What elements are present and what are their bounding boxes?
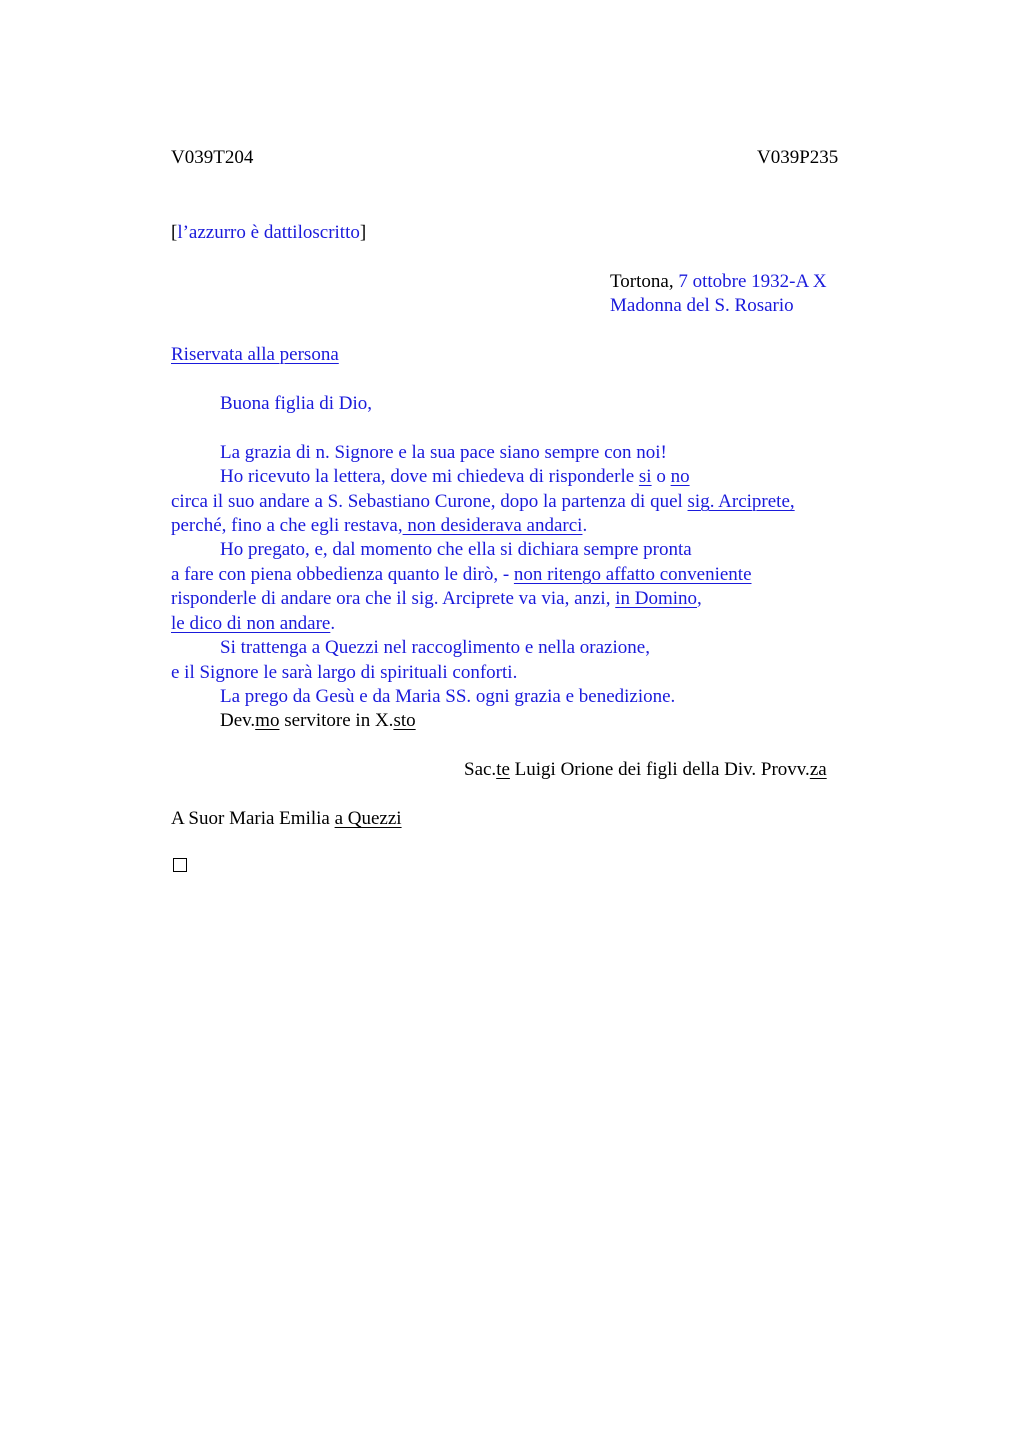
closing	[220, 709, 416, 733]
recipient-underlined: a Quezzi	[334, 808, 402, 829]
document-code-left: V039T204	[171, 147, 254, 168]
dateline-feast: Madonna del S. Rosario	[610, 295, 794, 316]
body-text: .	[582, 515, 588, 536]
body-line-4	[171, 514, 587, 538]
body-text: circa il suo andare a S. Sebastiano Curone, dopo la partenza di quel	[171, 491, 688, 512]
body-line-7	[171, 587, 702, 611]
signature	[464, 758, 827, 782]
closing-underlined: mo	[255, 710, 280, 731]
reserved-notice: Riservata alla persona	[171, 344, 339, 365]
document-code-right: V039P235	[757, 147, 839, 168]
signature-text: Sac.	[464, 759, 497, 780]
body-text: risponderle di andare ora che il sig. Arciprete va via, anzi,	[171, 588, 616, 609]
recipient-text: A Suor Maria Emilia	[171, 808, 335, 829]
body-underlined: in Domino	[615, 588, 698, 609]
closing-underlined: sto	[393, 710, 416, 731]
body-line-5: Ho pregato, e, dal momento che ella si dichiara sempre pronta	[220, 539, 692, 560]
body-underlined: no	[670, 466, 690, 487]
body-text: perché, fino a che egli restava,	[171, 515, 403, 536]
body-line-9: Si trattenga a Quezzi nel raccoglimento e nella orazione,	[220, 637, 650, 658]
body-underlined: non desiderava andarci	[402, 515, 583, 536]
note-text: l’azzurro è dattiloscritto	[177, 222, 360, 243]
body-underlined: non ritengo affatto conveniente	[513, 564, 752, 585]
body-text: ,	[697, 588, 702, 609]
body-line-6	[171, 563, 752, 587]
body-text: .	[330, 613, 336, 634]
body-line-3	[171, 490, 795, 514]
closing-text: Dev.	[220, 710, 256, 731]
dateline	[610, 270, 827, 294]
note-bracket-close: ]	[359, 222, 367, 243]
signature-underlined: za	[809, 759, 827, 780]
body-text: o	[651, 466, 671, 487]
body-underlined: le dico di non andare	[171, 613, 331, 634]
dateline-date: 7 ottobre 1932-A X	[673, 271, 827, 292]
body-text: Ho ricevuto la lettera, dove mi chiedeva di risponderle	[220, 466, 639, 487]
salutation: Buona figlia di Dio,	[220, 393, 372, 414]
body-line-1: La grazia di n. Signore e la sua pace siano sempre con noi!	[220, 442, 667, 463]
editorial-note	[171, 221, 366, 245]
signature-underlined: te	[496, 759, 510, 780]
body-line-11: La prego da Gesù e da Maria SS. ogni grazia e benedizione.	[220, 686, 676, 707]
body-line-10: e il Signore le sarà largo di spirituali conforti.	[171, 662, 518, 683]
end-box-icon	[173, 858, 187, 872]
body-text: a fare con piena obbedienza quanto le dirò, -	[171, 564, 514, 585]
body-underlined: sig. Arciprete,	[687, 491, 795, 512]
dateline-place: Tortona,	[610, 271, 674, 292]
body-underlined: si	[638, 466, 652, 487]
body-line-2	[220, 465, 690, 489]
closing-text: servitore in X.	[279, 710, 394, 731]
recipient	[171, 807, 402, 831]
note-bracket-open: [	[171, 222, 178, 243]
signature-text: Luigi Orione dei figli della Div. Provv.	[509, 759, 810, 780]
body-line-8	[171, 612, 335, 636]
